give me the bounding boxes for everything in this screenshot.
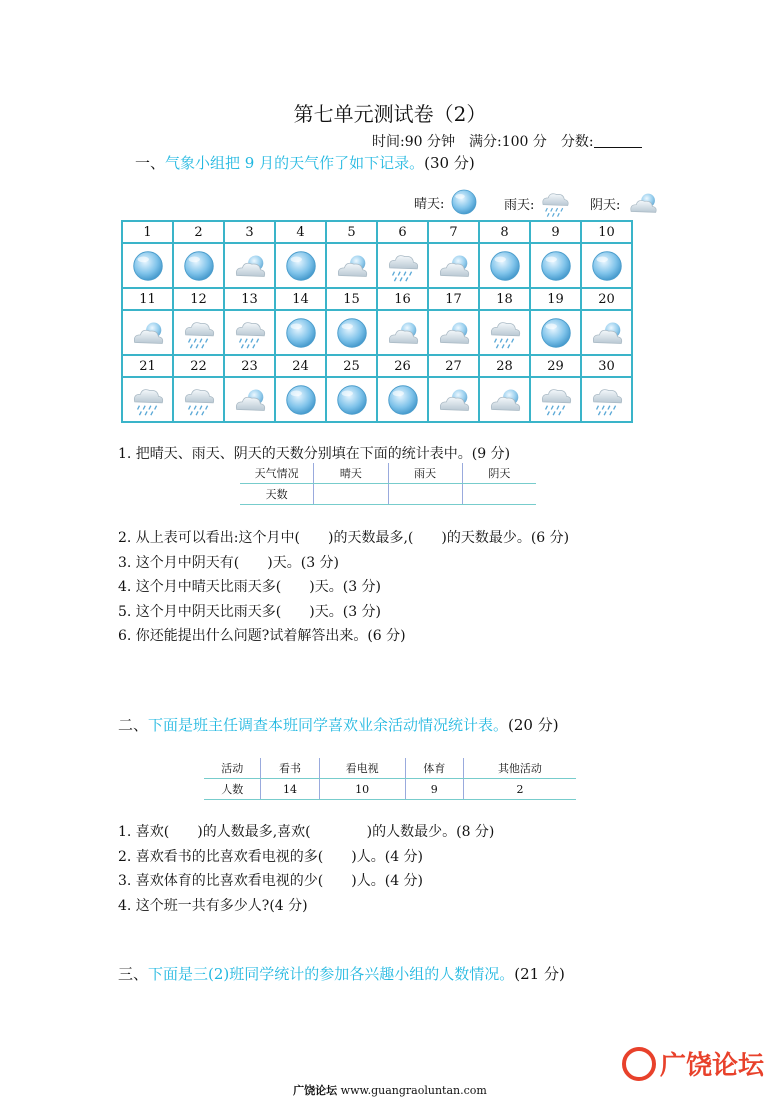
weather-cell: [275, 243, 326, 288]
sun-icon: [588, 247, 626, 285]
sun-icon: [448, 186, 480, 218]
answer-cell[interactable]: [314, 484, 388, 505]
weather-cell: [530, 377, 581, 422]
day-number: 16: [377, 288, 428, 310]
section-2-score: (20 分): [508, 716, 559, 734]
section-2-heading: [118, 714, 559, 735]
legend-sunny-label: 晴天:: [414, 196, 445, 212]
rain-cloud-icon: [231, 314, 269, 352]
weather-cell: [224, 377, 275, 422]
section-1-num: 一、: [135, 154, 166, 172]
day-number: 23: [224, 355, 275, 377]
table-cell: 其他活动: [463, 758, 576, 779]
day-number: 22: [173, 355, 224, 377]
weather-cell: [122, 310, 173, 355]
exam-meta: [372, 131, 642, 151]
day-number: 11: [122, 288, 173, 310]
rain-cloud-icon: [384, 247, 422, 285]
weather-icon-row: [122, 243, 632, 288]
weather-cell: [479, 310, 530, 355]
table-cell: 看书: [261, 758, 319, 779]
weather-icon-row: [122, 310, 632, 355]
weather-cell: [224, 243, 275, 288]
question-list-2: [118, 820, 494, 918]
weather-cell: [122, 243, 173, 288]
weather-cell: [326, 310, 377, 355]
cloud-icon: [435, 247, 473, 285]
weather-cell: [377, 243, 428, 288]
table-cell: 活动: [204, 758, 261, 779]
weather-cell: [326, 377, 377, 422]
table-cell: 雨天: [388, 463, 462, 484]
rain-cloud-icon: [538, 186, 572, 220]
table-cell: 天数: [240, 484, 314, 505]
list-item: 2. 喜欢看书的比喜欢看电视的多( )人。(4 分): [118, 848, 424, 865]
weather-cell: [479, 243, 530, 288]
weather-cell: [581, 243, 632, 288]
activity-count-row: [204, 779, 576, 800]
page-footer: [0, 1082, 780, 1098]
day-number: 1: [122, 221, 173, 243]
cloud-icon: [435, 381, 473, 419]
legend-sunny: [414, 186, 480, 218]
section-2-text: 下面是班主任调查本班同学喜欢业余活动情况统计表。: [148, 716, 509, 734]
sun-icon: [282, 247, 320, 285]
weather-cell: [275, 377, 326, 422]
answer-cell[interactable]: [388, 484, 462, 505]
legend-cloudy: [590, 186, 662, 220]
weather-cell: [173, 243, 224, 288]
sun-icon: [333, 314, 371, 352]
rain-cloud-icon: [180, 381, 218, 419]
weather-cell: [479, 377, 530, 422]
weather-cell: [428, 243, 479, 288]
day-number: 15: [326, 288, 377, 310]
list-item: 5. 这个月中阴天比雨天多( )天。(3 分): [118, 603, 382, 620]
weather-cell: [530, 310, 581, 355]
day-number: 9: [530, 221, 581, 243]
day-number-row: [122, 221, 632, 243]
list-item: 6. 你还能提出什么问题?试着解答出来。(6 分): [118, 628, 406, 644]
cloud-icon: [435, 314, 473, 352]
rain-cloud-icon: [180, 314, 218, 352]
weather-cell: [326, 243, 377, 288]
day-number: 29: [530, 355, 581, 377]
question-list-1: [118, 526, 569, 649]
logo-text: 广饶论坛: [660, 1051, 765, 1081]
weather-icon-row: [122, 377, 632, 422]
sun-icon: [537, 314, 575, 352]
sun-icon: [537, 247, 575, 285]
table-cell: 14: [261, 779, 319, 800]
weather-cell: [581, 377, 632, 422]
table-cell: 阴天: [462, 463, 536, 484]
rain-cloud-icon: [129, 381, 167, 419]
day-number: 24: [275, 355, 326, 377]
day-number: 3: [224, 221, 275, 243]
activity-header-row: [204, 758, 576, 779]
section-3-score: (21 分): [514, 965, 565, 983]
weather-cell: [275, 310, 326, 355]
day-number: 20: [581, 288, 632, 310]
day-number: 2: [173, 221, 224, 243]
page-title: 第七单元测试卷（2）: [293, 102, 487, 126]
question-1-1: 1. 把晴天、雨天、阴天的天数分别填在下面的统计表中。(9 分): [118, 446, 511, 462]
day-number: 10: [581, 221, 632, 243]
cloud-icon: [624, 186, 662, 220]
day-number: 14: [275, 288, 326, 310]
weather-cell: [530, 243, 581, 288]
rain-cloud-icon: [588, 381, 626, 419]
rain-cloud-icon: [537, 381, 575, 419]
weather-cell: [173, 310, 224, 355]
legend-cloudy-label: 阴天:: [590, 197, 621, 213]
day-number: 7: [428, 221, 479, 243]
table-cell: 天气情况: [240, 463, 314, 484]
day-number: 21: [122, 355, 173, 377]
activity-table: [204, 758, 576, 800]
weather-cell: [377, 377, 428, 422]
section-1-score: (30 分): [424, 154, 475, 172]
day-number: 6: [377, 221, 428, 243]
weather-cell: [122, 377, 173, 422]
footer-url[interactable]: www.guangraoluntan.com: [340, 1084, 487, 1097]
day-number: 17: [428, 288, 479, 310]
day-number: 13: [224, 288, 275, 310]
weather-cell: [377, 310, 428, 355]
day-number-row: [122, 355, 632, 377]
sun-icon: [282, 314, 320, 352]
weather-cell: [581, 310, 632, 355]
list-item: 4. 这个班一共有多少人?(4 分): [118, 897, 308, 914]
cloud-icon: [486, 381, 524, 419]
legend-rainy-label: 雨天:: [504, 197, 535, 213]
section-3-num: 三、: [118, 965, 149, 983]
cloud-icon: [231, 247, 269, 285]
sun-icon: [129, 247, 167, 285]
weather-count-row: [240, 484, 536, 505]
footer-brand: 广饶论坛: [293, 1084, 338, 1097]
weather-count-table: [240, 463, 536, 505]
day-number: 19: [530, 288, 581, 310]
sun-icon: [333, 381, 371, 419]
section-3-text: 下面是三(2)班同学统计的参加各兴趣小组的人数情况。: [148, 965, 515, 983]
weather-cell: [428, 377, 479, 422]
list-item: 3. 喜欢体育的比喜欢看电视的少( )人。(4 分): [118, 873, 424, 889]
day-number-row: [122, 288, 632, 310]
day-number: 8: [479, 221, 530, 243]
day-number: 18: [479, 288, 530, 310]
site-logo: [622, 1045, 764, 1082]
section-1-heading: [135, 152, 475, 173]
weather-record-table: [121, 220, 633, 423]
table-cell: 2: [463, 779, 576, 800]
sun-icon: [180, 247, 218, 285]
rain-cloud-icon: [486, 314, 524, 352]
list-item: 3. 这个月中阴天有( )天。(3 分): [118, 554, 340, 571]
day-number: 4: [275, 221, 326, 243]
answer-cell[interactable]: [462, 484, 536, 505]
exam-meta-text: 时间:90 分钟 满分:100 分 分数:: [372, 134, 594, 150]
day-number: 27: [428, 355, 479, 377]
day-number: 5: [326, 221, 377, 243]
cloud-icon: [384, 314, 422, 352]
table-cell: 看电视: [319, 758, 405, 779]
sun-icon: [282, 381, 320, 419]
score-blank[interactable]: [594, 133, 642, 148]
section-3-heading: [118, 963, 565, 984]
list-item: 4. 这个月中晴天比雨天多( )天。(3 分): [118, 579, 382, 595]
section-2-num: 二、: [118, 716, 149, 734]
list-item: 1. 喜欢( )的人数最多,喜欢( )的人数最少。(8 分): [118, 824, 495, 840]
day-number: 12: [173, 288, 224, 310]
day-number: 28: [479, 355, 530, 377]
section-1-text: 气象小组把 9 月的天气作了如下记录。: [165, 154, 425, 172]
day-number: 26: [377, 355, 428, 377]
day-number: 25: [326, 355, 377, 377]
table-cell: 晴天: [314, 463, 388, 484]
day-number: 30: [581, 355, 632, 377]
table-cell: 人数: [204, 779, 261, 800]
weather-count-header-row: [240, 463, 536, 484]
table-cell: 体育: [405, 758, 463, 779]
sun-icon: [384, 381, 422, 419]
cloud-icon: [231, 381, 269, 419]
table-cell: 9: [405, 779, 463, 800]
logo-mark-icon: [622, 1047, 656, 1081]
table-cell: 10: [319, 779, 405, 800]
list-item: 2. 从上表可以看出:这个月中( )的天数最多,( )的天数最少。(6 分): [118, 530, 570, 546]
weather-cell: [224, 310, 275, 355]
weather-cell: [173, 377, 224, 422]
sun-icon: [486, 247, 524, 285]
legend-rainy: [504, 186, 572, 220]
cloud-icon: [129, 314, 167, 352]
weather-cell: [428, 310, 479, 355]
cloud-icon: [588, 314, 626, 352]
cloud-icon: [333, 247, 371, 285]
